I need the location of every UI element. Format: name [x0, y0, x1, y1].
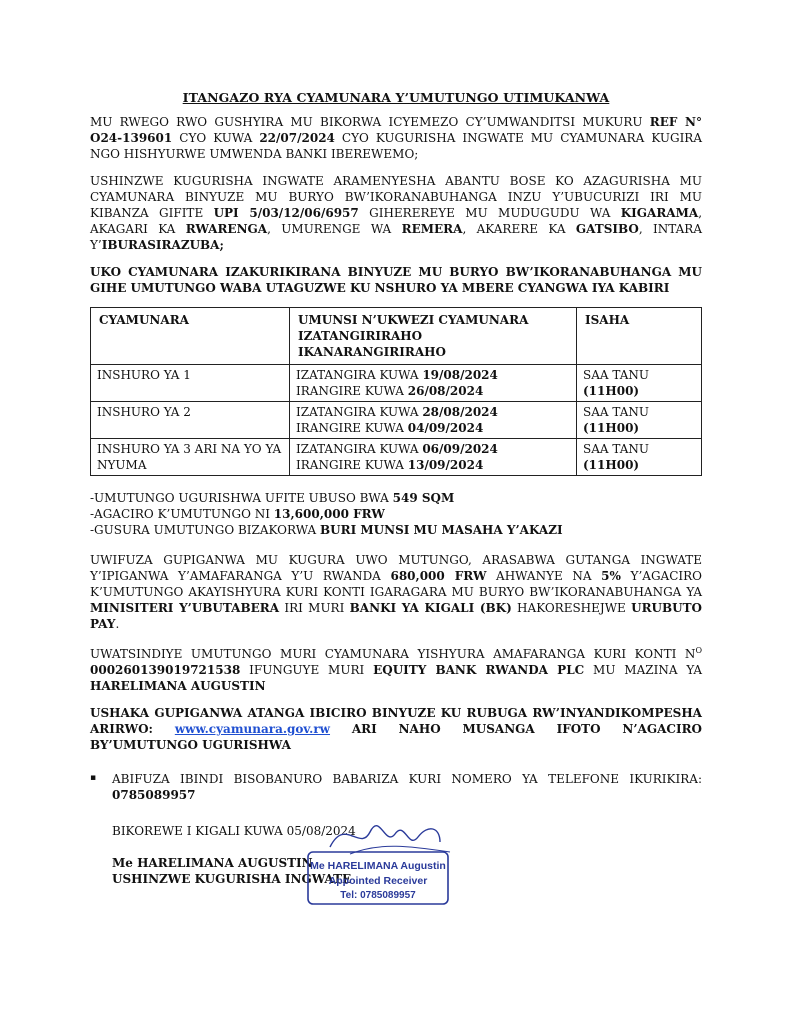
deposit-amount: 680,000 FRW [390, 569, 487, 583]
text: -UMUTUNGO UGURISHWA UFITE UBUSO BWA [90, 491, 393, 505]
text: IZATANGIRA KUWA [296, 442, 423, 456]
dates-cell [290, 402, 577, 439]
paragraph-intro [90, 114, 702, 162]
payment-platform: URUBUTO PAY [90, 601, 703, 631]
upi-number: UPI 5/03/12/06/6957 [213, 206, 359, 220]
area-value: 549 SQM [392, 491, 455, 505]
text: , UMURENGE WA [267, 222, 402, 236]
dates-cell [290, 439, 577, 476]
village: KIGARAMA [620, 206, 699, 220]
round-cell: INSHURO YA 2 [91, 402, 290, 439]
deposit-percent: 5% [601, 569, 621, 583]
text: IRI MURI [279, 601, 350, 615]
paragraph-deposit [90, 552, 702, 632]
text: SAA TANU [583, 405, 649, 419]
place-date: BIKOREWE I KIGALI KUWA 05/08/2024 [112, 824, 356, 838]
text: , AKARERE KA [462, 222, 576, 236]
signatory-name: Me HARELIMANA AUGUSTIN [112, 856, 313, 870]
end-date: 13/09/2024 [407, 458, 484, 472]
stamp-line: Me HARELIMANA Augustin [310, 860, 446, 872]
property-value: 13,600,000 FRW [273, 507, 385, 521]
text: , INTARA Y’ [90, 222, 702, 252]
auction-schedule-table [90, 307, 702, 476]
text: CYO KUWA [172, 131, 260, 145]
property-facts [90, 490, 702, 538]
phone-number: 0785089957 [112, 788, 196, 802]
account-holder: HARELIMANA AUGUSTIN [90, 679, 266, 693]
text: MU RWEGO RWO GUSHYIRA MU BIKORWA ICYEMEZO CY’UMWANDITSI MUKURU [90, 115, 650, 129]
text: HAKORESHEJWE [511, 601, 632, 615]
text: IRANGIRE KUWA [296, 458, 408, 472]
end-date: 26/08/2024 [407, 384, 484, 398]
time: (11H00) [583, 384, 640, 398]
district: GATSIBO [575, 222, 639, 236]
start-date: 28/08/2024 [422, 405, 498, 419]
text: IRANGIRE KUWA [296, 421, 408, 435]
text: IFUNGUYE MURI [240, 663, 374, 677]
document-title: ITANGAZO RYA CYAMUNARA Y’UMUTUNGO UTIMUKANWA [182, 90, 610, 105]
text: . [115, 617, 120, 631]
stamp-line: Appointed Receiver [328, 875, 428, 887]
text: -GUSURA UMUTUNGO BIZAKORWA [90, 523, 321, 537]
text: -AGACIRO K’UMUTUNGO NI [90, 507, 274, 521]
text: Y’AGACIRO K’UMUTUNGO AKAYISHYURA KURI KONTI IGARAGARA MU BURYO BW’IKORANABUHANGA YA [90, 569, 702, 599]
text: UWATSINDIYE UMUTUNGO MURI CYAMUNARA YISHYURA AMAFARANGA KURI KONTI N [90, 647, 696, 661]
table-row [91, 402, 702, 439]
account-number: 000260139019721538 [90, 663, 241, 677]
fact-value [90, 506, 702, 522]
text: UWIFUZA GUPIGANWA MU KUGURA UWO MUTUNGO, ARASABWA GUTANGA INGWATE Y’IPIGANWA Y’AMAFARANGA Y’U RWANDA [90, 553, 702, 583]
table-row [91, 365, 702, 402]
text: USHAKA GUPIGANWA ATANGA IBICIRO BINYUZE KU RUBUGA RW’INYANDIKOMPESHA ARIRWO: [90, 706, 702, 736]
time-cell [577, 365, 702, 402]
sector: REMERA [401, 222, 463, 236]
column-header: UMUNSI N’UKWEZI CYAMUNARA IZATANGIRIRAHO IKANARANGIRIRAHO [290, 308, 577, 365]
bank-name: BANKI YA KIGALI (BK) [349, 601, 512, 615]
paragraph-payment [90, 643, 702, 694]
square-bullet-icon: ▪ [90, 773, 97, 783]
table-header-row [91, 308, 702, 365]
column-header: ISAHA [577, 308, 702, 365]
announcement-document [90, 90, 702, 887]
signatory-role: USHINZWE KUGURISHA INGWATE [112, 872, 352, 886]
paragraph-property [90, 173, 702, 253]
text: SAA TANU [583, 442, 649, 456]
decision-date: 22/07/2024 [259, 131, 335, 145]
text: GIHEREREYE MU MUDUGUDU WA [358, 206, 621, 220]
text: AHWANYE NA [486, 569, 602, 583]
start-date: 06/09/2024 [422, 442, 498, 456]
text: IZATANGIRA KUWA [296, 368, 423, 382]
text: , AKAGARI KA [90, 206, 703, 236]
fact-visit [90, 522, 702, 538]
text: USHINZWE KUGURISHA INGWATE ARAMENYESHA ABANTU BOSE KO AZAGURISHA MU CYAMUNARA BINYUZE MU BURYO BW’IKORANABUHANGA INZU Y’UBUCURIZI IRI MU KIBANZA GIFITE [90, 174, 702, 220]
text: MU MAZINA YA [584, 663, 702, 677]
paragraph-website [90, 705, 702, 753]
time: (11H00) [583, 421, 640, 435]
contact-text [112, 771, 702, 803]
paragraph-auction-process: UKO CYAMUNARA IZAKURIKIRANA BINYUZE MU BURYO BW’IKORANABUHANGA MU GIHE UMUTUNGO WABA UTAGUZWE KU NSHURO YA MBERE CYANGWA IYA KABIRI [90, 265, 702, 295]
superscript: O [695, 646, 702, 655]
contact-bullet [90, 771, 702, 803]
end-date: 04/09/2024 [407, 421, 484, 435]
start-date: 19/08/2024 [422, 368, 498, 382]
signature-scribble [330, 826, 440, 847]
table-row [91, 439, 702, 476]
text: ABIFUZA IBINDI BISOBANURO BABARIZA KURI NOMERO YA TELEFONE IKURIKIRA: [112, 772, 702, 786]
text: CYO KUGURISHA INGWATE MU CYAMUNARA KUGIRA NGO HISHYURWE UMWENDA BANKI IBEREWEMO; [90, 131, 703, 161]
text: IRANGIRE KUWA [296, 384, 408, 398]
time-cell [577, 402, 702, 439]
bank-name: EQUITY BANK RWANDA PLC [373, 663, 585, 677]
column-header: CYAMUNARA [91, 308, 290, 365]
website-link[interactable]: www.cyamunara.gov.rw [174, 722, 331, 736]
province: IBURASIRAZUBA; [101, 238, 224, 252]
fact-area [90, 490, 702, 506]
dates-cell [290, 365, 577, 402]
text: ARI NAHO MUSANGA IFOTO N’AGACIRO BY’UMUTUNGO UGURISHWA [90, 722, 702, 752]
time: (11H00) [583, 458, 640, 472]
reference-number: REF N° O24-139601 [90, 115, 702, 145]
receiver-stamp [290, 812, 465, 912]
stamp-line: Tel: 0785089957 [340, 890, 416, 901]
round-cell: INSHURO YA 1 [91, 365, 290, 402]
time-cell [577, 439, 702, 476]
round-cell: INSHURO YA 3 ARI NA YO YA NYUMA [91, 439, 290, 476]
signature-stroke [350, 846, 450, 854]
text: IZATANGIRA KUWA [296, 405, 423, 419]
text: SAA TANU [583, 368, 649, 382]
visit-hours: BURI MUNSI MU MASAHA Y’AKAZI [320, 523, 563, 537]
cell: RWARENGA [185, 222, 268, 236]
ministry: MINISITERI Y’UBUTABERA [90, 601, 280, 615]
